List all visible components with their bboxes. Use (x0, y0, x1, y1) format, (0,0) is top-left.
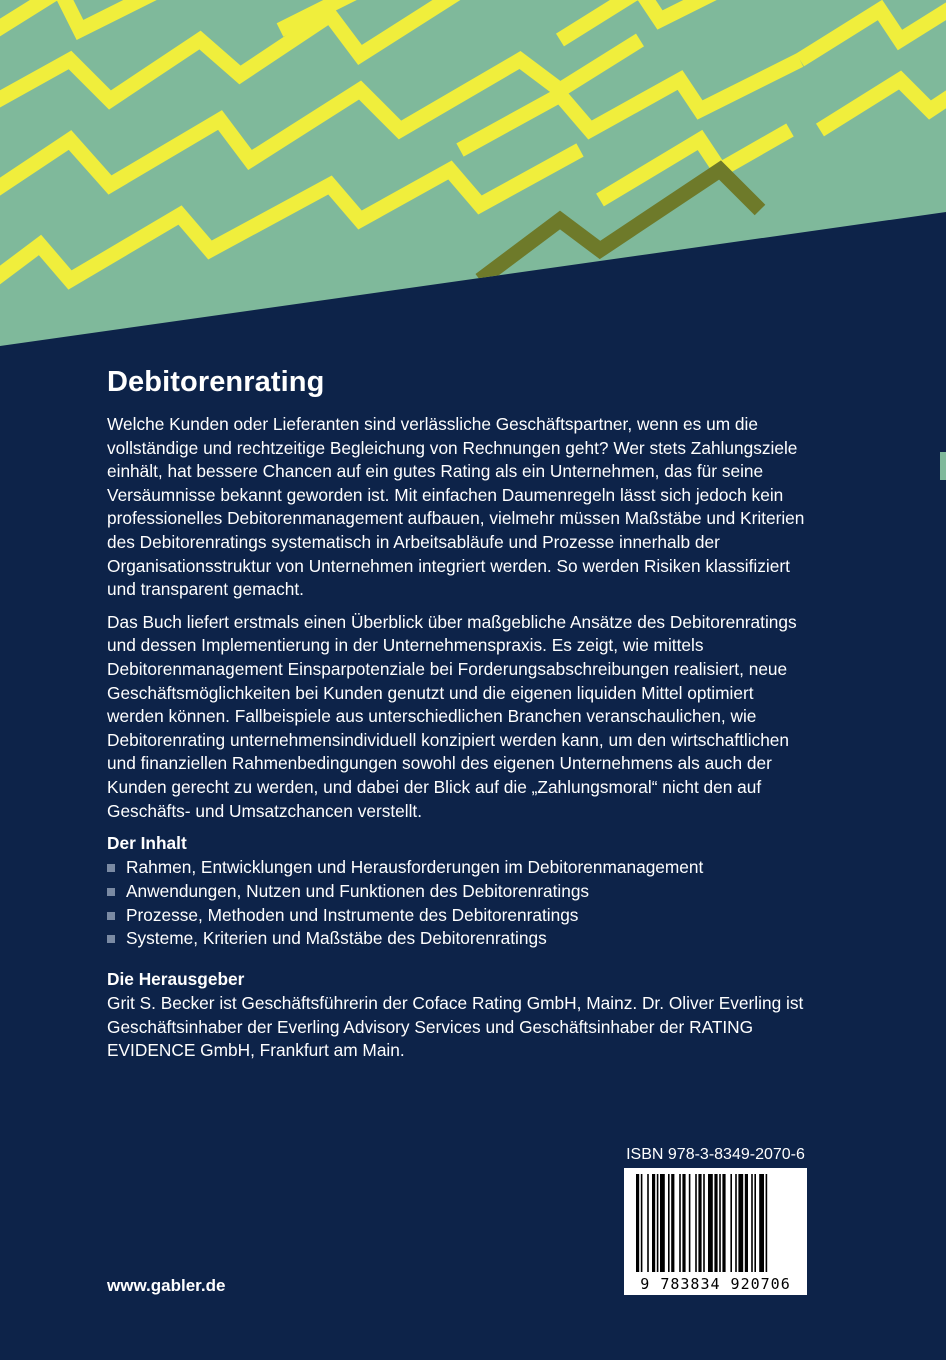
barcode-bar (735, 1174, 737, 1272)
barcode-bar (647, 1174, 649, 1272)
contents-list (107, 856, 807, 952)
barcode-bar (719, 1174, 721, 1272)
barcode-bar (714, 1174, 717, 1272)
barcode-bar (641, 1174, 643, 1272)
barcode-bar (759, 1174, 764, 1272)
barcode-bar (657, 1174, 659, 1272)
editors-paragraph: Grit S. Becker ist Geschäftsführerin der Coface Rating GmbH, Mainz. Dr. Oliver Everling ist Geschäftsinhaber der Everling Advisory Services und Geschäftsinhaber der RATING EVIDENCE GmbH, Frankfurt am Main. (107, 992, 804, 1061)
back-cover-text (107, 366, 807, 1072)
barcode-bar (738, 1174, 743, 1272)
barcode-bar (722, 1174, 725, 1272)
list-item: Anwendungen, Nutzen und Funktionen des Debitorenratings (107, 880, 807, 904)
bullet-icon (107, 935, 115, 943)
contents-heading: Der Inhalt (107, 833, 187, 854)
spine-marker (940, 452, 946, 480)
barcode-bar (745, 1174, 748, 1272)
intro-paragraph: Welche Kunden oder Lieferanten sind verlässliche Geschäftspartner, wenn es um die vollständige und rechtzeitige Begleichung von Rechnungen geht? Wer stets Zahlungsziele einhält, hat bessere Chancen auf ein gutes Rating als ein Unternehmen, das für seine Versäumnisse bekannt geworden ist. Mit einfachen Daumenregeln lässt sich jedoch kein professionelles Debitorenmanagement aufbauen, vielmehr müssen Maßstäbe und Kriterien des Debitorenratings systematisch in Arbeitsabläufe und Prozesse innerhalb der Organisationsstruktur von Unternehmen integriert werden. So werden Risiken klassifiziert und transparent gemacht. (107, 414, 805, 600)
barcode-bar (754, 1174, 756, 1272)
bullet-icon (107, 912, 115, 920)
barcode-bar (679, 1174, 681, 1272)
barcode (624, 1168, 807, 1295)
cover-graphic (0, 0, 946, 360)
list-item: Systeme, Kriterien und Maßstäbe des Debitorenratings (107, 927, 807, 951)
book-title: Debitorenrating (107, 366, 325, 398)
barcode-bar (682, 1174, 685, 1272)
editors-heading: Die Herausgeber (107, 969, 245, 990)
barcode-digits: 9 783834 920706 (640, 1275, 791, 1293)
list-item: Prozesse, Methoden und Instrumente des Debitorenratings (107, 904, 807, 928)
book-description-paragraph: Das Buch liefert erstmals einen Überblick über maßgebliche Ansätze des Debitorenratings und dessen Implementierung in der Unternehmenspraxis. Es zeigt, wie mittels Debitorenmanagement Einsparpotenziale bei Forderungsabschreibungen realisiert, neue Geschäftsmöglichkeiten bei Kunden genutzt und die eigenen liquiden Mittel optimiert werden können. Fallbeispiele aus unterschiedlichen Branchen veranschaulichen, wie Debitorenrating unternehmensindividuell konzipiert werden kann, um den wirtschaftlichen und finanziellen Rahmenbedingungen sowohl des eigenen Unternehmens als auch der Kunden gerecht zu werden, und dabei der Blick auf die „Zahlungsmoral“ nicht den auf Geschäfts- und Umsatzchancen verstellt. (107, 611, 797, 821)
barcode-bar (671, 1174, 674, 1272)
barcode-bar (636, 1174, 639, 1272)
barcode-bar (703, 1174, 705, 1272)
list-item: Rahmen, Entwicklungen und Herausforderungen im Debitorenmanagement (107, 856, 807, 880)
barcode-bar (698, 1174, 701, 1272)
barcode-bar (652, 1174, 655, 1272)
barcode-bar (730, 1174, 732, 1272)
barcode-bar (668, 1174, 670, 1272)
barcode-bar (708, 1174, 713, 1272)
barcode-bar (660, 1174, 665, 1272)
website-link[interactable]: www.gabler.de (107, 1276, 226, 1295)
bullet-icon (107, 864, 115, 872)
barcode-bar (689, 1174, 691, 1272)
barcode-bar (766, 1174, 768, 1272)
isbn-label: ISBN 978-3-8349-2070-6 (626, 1146, 805, 1163)
barcode-bar (695, 1174, 697, 1272)
bullet-icon (107, 888, 115, 896)
barcode-bar (751, 1174, 753, 1272)
